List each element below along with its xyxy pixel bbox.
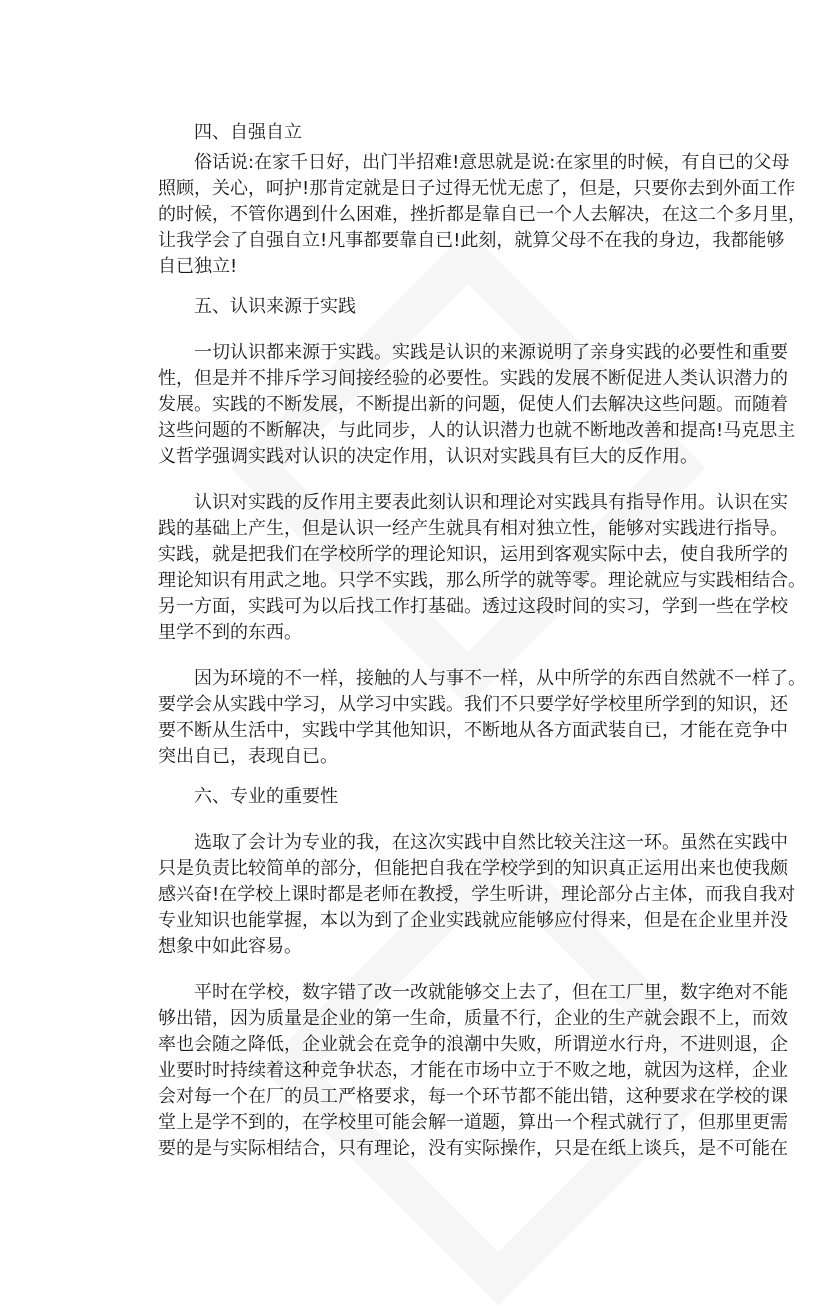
paragraph-line: 的时候，不管你遇到什么困难，挫折都是靠自已一个人去解决，在这二个多月里， [158,204,806,225]
paragraph-line: 一切认识都来源于实践。实践是认识的来源说明了亲身实践的必要性和重要 [194,342,788,363]
paragraph-line: 要不断从生活中，实践中学其他知识，不断地从各方面武装自已，才能在竞争中 [158,720,788,741]
section-heading-practice: 五、认识来源于实践 [194,296,356,317]
paragraph-line: 俗话说:在家千日好，出门半招难!意思就是说:在家里的时候，有自已的父母 [194,152,790,173]
paragraph-line: 要学会从实践中学习，从学习中实践。我们不只要学好学校里所学到的知识，还 [158,694,788,715]
paragraph-line: 照顾，关心，呵护!那肯定就是日子过得无忧无虑了，但是，只要你去到外面工作 [158,178,796,199]
paragraph [158,490,806,646]
paragraph-line: 里学不到的东西。 [158,622,302,643]
paragraph [158,340,796,470]
section-heading-self-reliance: 四、自强自立 [194,122,302,143]
paragraph-line: 选取了会计为专业的我，在这次实践中自然比较关注这一环。虽然在实践中 [194,832,788,853]
paragraph [158,666,806,770]
paragraph [158,830,796,960]
paragraph-line: 业要时时持续着这种竞争状态，才能在市场中立于不败之地，就因为这样，企业 [158,1060,788,1081]
paragraph-line: 另一方面，实践可为以后找工作打基础。透过这段时间的实习，学到一些在学校 [158,596,788,617]
paragraph-line: 堂上是学不到的，在学校里可能会解一道题，算出一个程式就行了，但那里更需 [158,1112,788,1133]
paragraph-line: 义哲学强调实践对认识的决定作用，认识对实践具有巨大的反作用。 [158,446,698,467]
paragraph-line: 理论知识有用武之地。只学不实践，那么所学的就等零。理论就应与实践相结合。 [158,570,806,591]
paragraph [158,150,806,280]
paragraph-line: 要的是与实际相结合，只有理论，没有实际操作，只是在纸上谈兵，是不可能在 [158,1138,788,1159]
paragraph-line: 想象中如此容易。 [158,936,302,957]
section-heading-major-importance: 六、专业的重要性 [194,786,338,807]
paragraph-line: 自已独立! [158,256,238,277]
paragraph-line: 专业知识也能掌握，本以为到了企业实践就应能够应付得来，但是在企业里并没 [158,910,788,931]
paragraph-line: 会对每一个在厂的员工严格要求，每一个环节都不能出错，这种要求在学校的课 [158,1086,788,1107]
paragraph-line: 性，但是并不排斥学习间接经验的必要性。实践的发展不断促进人类认识潜力的 [158,368,788,389]
paragraph-line: 突出自已，表现自已。 [158,746,338,767]
paragraph-line: 践的基础上产生，但是认识一经产生就具有相对独立性，能够对实践进行指导。 [158,518,788,539]
paragraph-line: 让我学会了自强自立!凡事都要靠自已!此刻，就算父母不在我的身边，我都能够 [158,230,785,251]
paragraph-line: 实践，就是把我们在学校所学的理论知识，运用到客观实际中去，使自我所学的 [158,544,788,565]
paragraph-line: 只是负责比较简单的部分，但能把自我在学校学到的知识真正运用出来也使我颇 [158,858,788,879]
paragraph-line: 因为环境的不一样，接触的人与事不一样，从中所学的东西自然就不一样了。 [194,668,806,689]
paragraph-line: 平时在学校，数字错了改一改就能够交上去了，但在工厂里，数字绝对不能 [194,982,788,1003]
paragraph-line: 认识对实践的反作用主要表此刻认识和理论对实践具有指导作用。认识在实 [194,492,788,513]
paragraph-line: 发展。实践的不断发展，不断提出新的问题，促使人们去解决这些问题。而随着 [158,394,788,415]
paragraph-line: 这些问题的不断解决，与此同步，人的认识潜力也就不断地改善和提高!马克思主 [158,420,796,441]
paragraph-line: 率也会随之降低，企业就会在竞争的浪潮中失败，所谓逆水行舟，不进则退，企 [158,1034,788,1055]
paragraph [158,980,788,1162]
paragraph-line: 够出错，因为质量是企业的第一生命，质量不行，企业的生产就会跟不上，而效 [158,1008,788,1029]
paragraph-line: 感兴奋!在学校上课时都是老师在教授，学生听讲，理论部分占主体，而我自我对 [158,884,796,905]
